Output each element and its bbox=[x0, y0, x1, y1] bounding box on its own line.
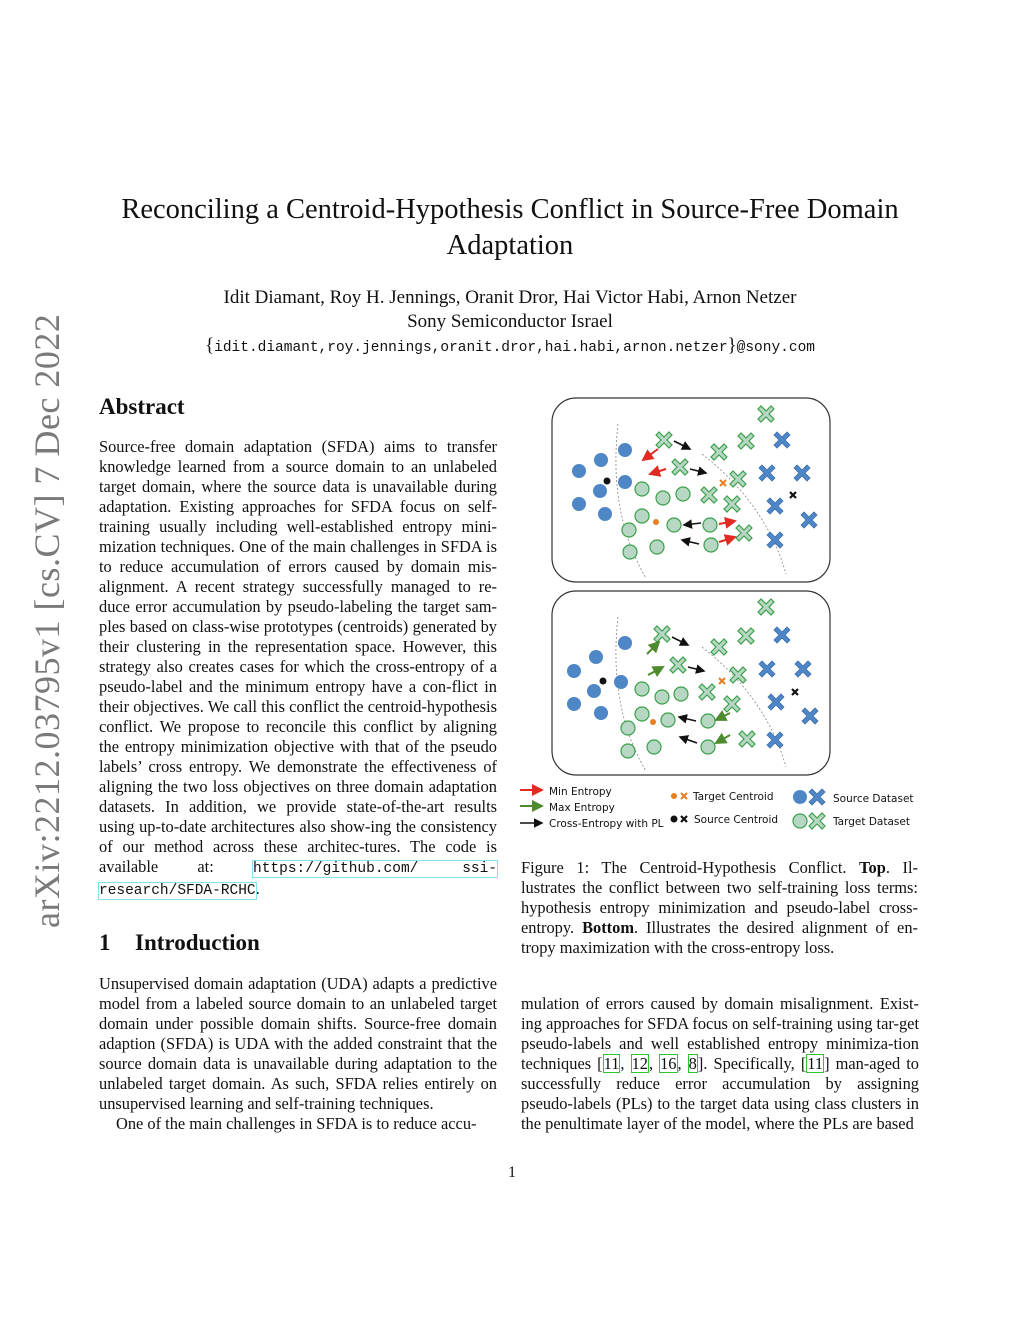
figure-centroid-hypothesis bbox=[516, 394, 920, 834]
paper-title bbox=[100, 192, 920, 264]
source-dataset-circle-icon bbox=[793, 790, 807, 804]
citation-link[interactable]: 11 bbox=[603, 1054, 620, 1073]
section-title: Introduction bbox=[135, 930, 260, 955]
figure-diagram bbox=[516, 394, 920, 834]
author-emails bbox=[100, 336, 920, 358]
source-centroid-dot-icon bbox=[671, 816, 678, 823]
legend-max-entropy: Max Entropy bbox=[549, 802, 615, 814]
target-centroid-dot-icon bbox=[671, 793, 677, 799]
introduction-heading bbox=[99, 929, 260, 957]
target-centroid-cross-icon bbox=[681, 793, 687, 799]
caption-label: Figure 1: The Centroid-Hypothesis Conflict. bbox=[521, 858, 847, 877]
abstract-body bbox=[99, 437, 497, 901]
legend-min-entropy: Min Entropy bbox=[549, 786, 612, 798]
caption-bottom-label: Bottom bbox=[582, 918, 634, 937]
source-centroid-cross-icon bbox=[681, 816, 687, 822]
bottom-panel bbox=[552, 591, 830, 775]
code-link-line-1[interactable]: https://github.com/ bbox=[253, 861, 419, 877]
email-brace-open: { bbox=[205, 335, 215, 356]
title-line-1: Reconciling a Centroid-Hypothesis Conflict in Source-Free Domain bbox=[121, 194, 899, 225]
top-panel bbox=[552, 398, 830, 582]
section-number: 1 bbox=[99, 930, 111, 955]
right-text-b: ]. Specifically, [ bbox=[697, 1054, 807, 1073]
abstract-heading: Abstract bbox=[99, 394, 185, 419]
citation-link[interactable]: 16 bbox=[660, 1054, 677, 1073]
arxiv-identifier: arXiv:2212.03795v1 [cs.CV] 7 Dec 2022 bbox=[27, 313, 67, 928]
affiliation: Sony Semiconductor Israel bbox=[407, 311, 613, 332]
page-number: 1 bbox=[508, 1164, 516, 1181]
citation-link[interactable]: 11 bbox=[807, 1054, 824, 1073]
legend-target-dataset: Target Dataset bbox=[833, 816, 910, 828]
abstract-end: . bbox=[255, 879, 260, 898]
figure-caption bbox=[521, 858, 918, 958]
caption-top-text: . Il-lustrates the conflict between two self-training loss terms: hypothesis entropy minimization and pseudo-label cross-entropy. bbox=[521, 858, 918, 937]
intro-right-column: mulation of errors caused by domain misalignment. Exist-ing approaches for SFDA focus on self-training using tar-get pseudo-labels and well established entropy minimiza-tion techniques [11, 12, 16, 8]. Specifically, [11] man-aged to successfully reduce error accumulation by assigning pseudo-labels (PLs) to the target data using class clusters in the penultimate layer of the model, where the PLs are based bbox=[521, 994, 919, 1133]
author-list: Idit Diamant, Roy H. Jennings, Oranit Dror, Hai Victor Habi, Arnon Netzer bbox=[223, 287, 797, 308]
intro-paragraph-2: One of the main challenges in SFDA is to reduce accu- bbox=[116, 1114, 477, 1133]
intro-paragraph-1: Unsupervised domain adaptation (UDA) adapts a predictive model from a labeled source domain to an unlabeled target domain under possible domain shifts. Source-free domain adaption (SFDA) is UDA with the added constraint that the source domain data is unavailable during adaptation to the unlabeled target domain. As such, SFDA relies entirely on unsupervised learning and self-training techniques. bbox=[99, 974, 497, 1113]
caption-top-label: Top bbox=[859, 858, 886, 877]
right-text-a: mulation of errors caused by domain misalignment. Exist-ing approaches for SFDA focus on self-training using tar-get pseudo-labels and well established entropy minimiza-tion techniques [ bbox=[521, 994, 919, 1073]
figure-legend bbox=[520, 786, 914, 830]
legend-cross-entropy: Cross-Entropy with PL bbox=[549, 818, 664, 830]
target-dataset-circle-icon bbox=[793, 814, 807, 828]
email-brace-close: } bbox=[727, 335, 737, 356]
right-text-c: ] man-aged to successfully reduce error accumulation by assigning pseudo-labels (PLs) to the target data using class clusters in the penultimate layer of the model, where the PLs are based bbox=[521, 1054, 919, 1133]
abstract-text: Source-free domain adaptation (SFDA) aims to transfer knowledge learned from a source domain to an unlabeled target domain, where the source data is unavailable during adaptation. Existing approaches for SFDA focus on self-training usually including well-established entropy mini-mization techniques. One of the main challenges in SFDA is to reduce accumulation of errors caused by domain mis-alignment. A recent strategy successfully managed to re-duce error accumulation by pseudo-labeling the target sam-ples based on class-wise prototypes (centroids) generated by their clustering in the representation space. However, this strategy also creates cases for which the cross-entropy of a pseudo-label and the minimum entropy have a con-flict in their objectives. We call this conflict the centroid-hypothesis conflict. We propose to reconcile this conflict by aligning the entropy minimization objective with that of the pseudo labels’ cross entropy. We demonstrate the effectiveness of aligning the two loss objectives on three domain adaptation datasets. In addition, we provide state-of-the-art results using up-to-date architectures also show-ing the consistency of our method across these architec-tures. The code is available at: bbox=[99, 437, 497, 876]
citation-link[interactable]: 12 bbox=[631, 1054, 648, 1073]
email-users: idit.diamant,roy.jennings,oranit.dror,hai.habi,arnon.netzer bbox=[214, 340, 728, 356]
caption-bottom-text: . Illustrates the desired alignment of en-tropy maximization with the cross-entropy loss. bbox=[521, 918, 918, 957]
legend-source-dataset: Source Dataset bbox=[833, 793, 914, 805]
title-line-2: Adaptation bbox=[446, 230, 574, 261]
target-dataset-cross-icon bbox=[809, 813, 825, 829]
legend-target-centroid: Target Centroid bbox=[693, 791, 774, 803]
legend-source-centroid: Source Centroid bbox=[694, 814, 779, 826]
citation-link[interactable]: 8 bbox=[688, 1054, 697, 1073]
code-link-line-2[interactable]: ssi-research/SFDA-RCHC bbox=[99, 861, 497, 899]
email-domain: @sony.com bbox=[736, 340, 815, 356]
source-dataset-cross-icon bbox=[809, 789, 825, 805]
